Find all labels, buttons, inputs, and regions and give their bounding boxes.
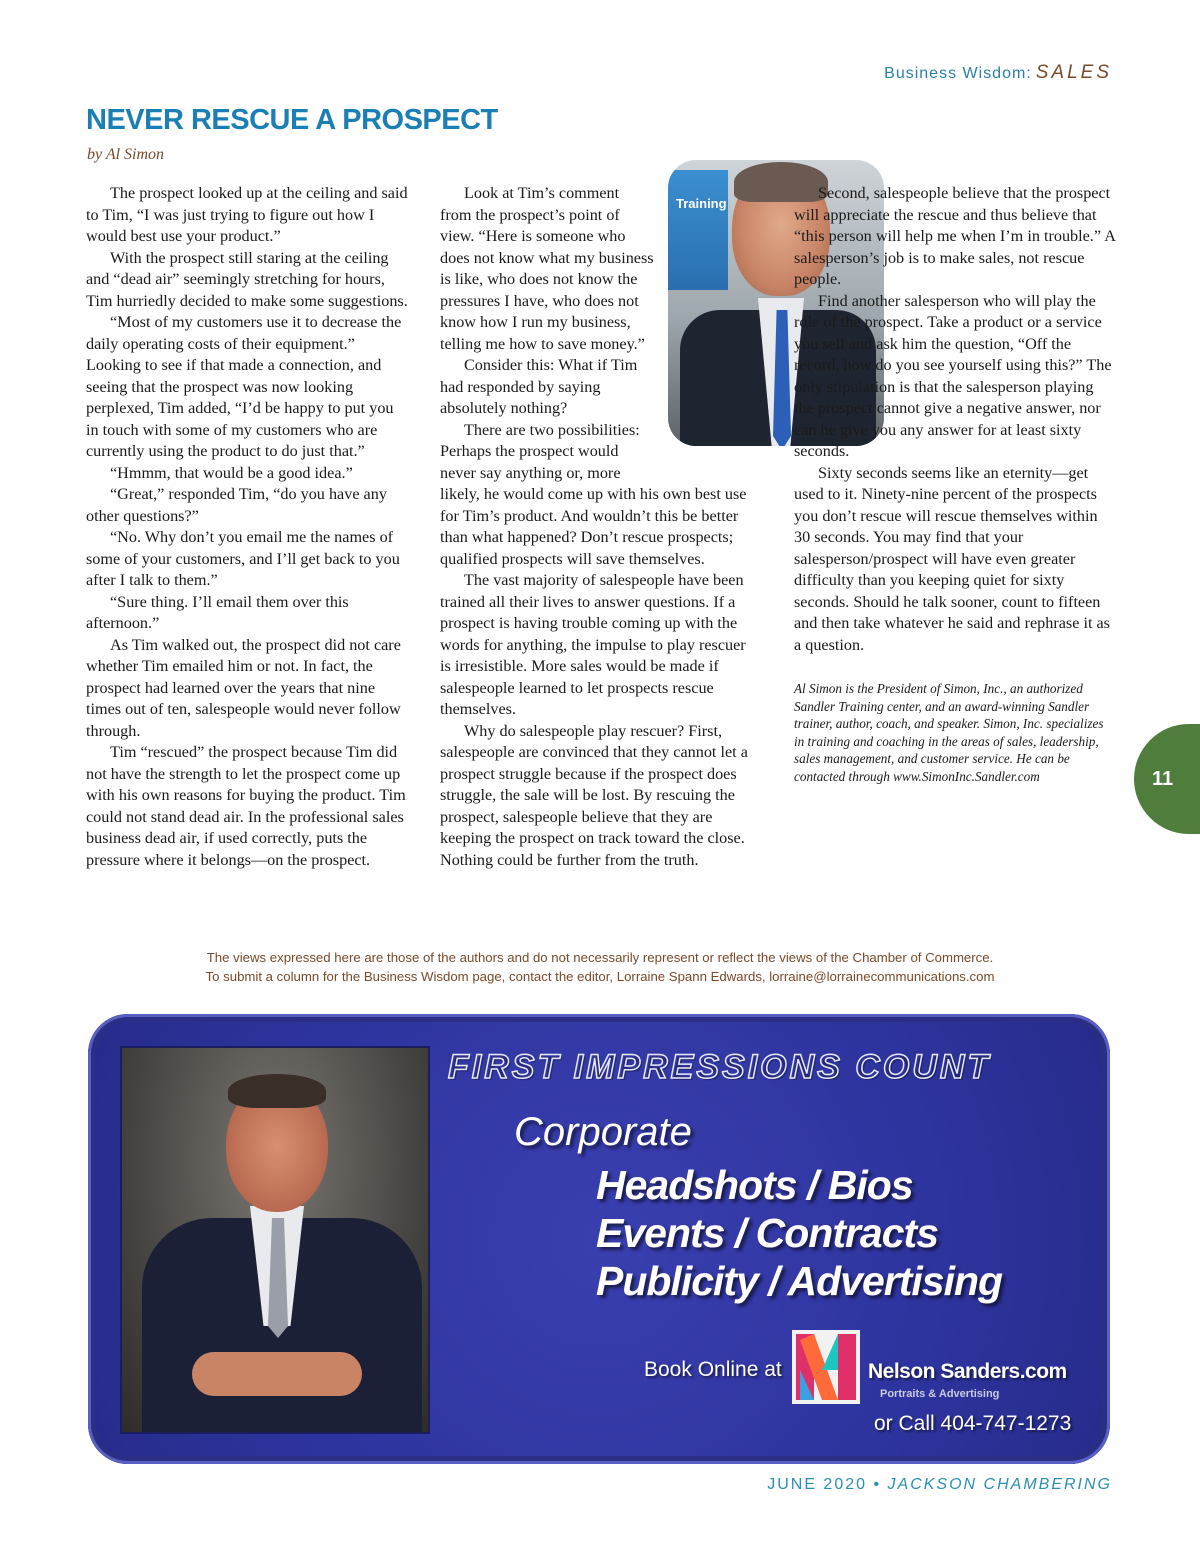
paragraph: Tim “rescued” the prospect because Tim did not have the strength to let the prospect come up with his own reasons for buying the product. Tim could not stand dead air. In the professional sales business dead air, if used correctly, puts the pressure where it belongs—on the prospect. <box>86 743 406 869</box>
paragraph: There are two possibilities: Perhaps the prospect would never say anything or, more likely, he would come up with his own best use for Tim’s product. And wouldn’t this be better than what happened? Don’t rescue prospects; qualified prospects will save themselves. <box>440 420 747 568</box>
disclaimer <box>0 948 1200 986</box>
footer-date: JUNE 2020 • <box>767 1476 882 1493</box>
ad-photo-hair <box>228 1074 326 1108</box>
advertisement <box>88 1014 1110 1464</box>
ad-service-line: Publicity / Advertising <box>596 1258 1003 1304</box>
author-bio <box>794 680 1116 786</box>
disclaimer-line: To submit a column for the Business Wisdom page, contact the editor, Lorraine Spann Edwards, lorraine@lorrainecommunications.com <box>205 969 995 984</box>
article-byline: by Al Simon <box>87 146 165 163</box>
ad-corporate: Corporate <box>514 1110 692 1154</box>
ad-headline: FIRST IMPRESSIONS COUNT <box>448 1048 992 1086</box>
paragraph: Find another salesperson who will play the role of the prospect. Take a product or a service you sell and ask him the question, “Off the record, how do you see yourself using this?” The only stipulation is that the salesperson playing the prospect cannot give a negative answer, nor can he give you any answer for at least sixty seconds. <box>794 291 1112 460</box>
paragraph: Second, salespeople believe that the prospect will appreciate the rescue and thus believe that “this person will help me when I’m in trouble.” A salesperson’s job is to make sales, not rescue people. <box>794 184 1115 288</box>
page-number: 11 <box>1134 724 1200 834</box>
photo-sign-text: Training <box>676 196 727 211</box>
page-footer <box>767 1476 1112 1494</box>
ad-brand-tagline: Portraits & Advertising <box>880 1388 1000 1400</box>
ad-service-line: Events / Contracts <box>596 1210 938 1256</box>
disclaimer-line: The views expressed here are those of the authors and do not necessarily represent or reflect the views of the Chamber of Commerce. <box>206 950 994 965</box>
section-name: Business Wisdom: <box>884 65 1032 82</box>
paragraph: The prospect looked up at the ceiling and said to Tim, “I was just trying to figure out how I would best use your product.” <box>86 184 408 245</box>
paragraph: “Hmmm, that would be a good idea.” <box>110 463 353 482</box>
paragraph: The vast majority of salespeople have been trained all their lives to answer questions. If a prospect is having trouble coming up with the words for anything, the impulse to play rescuer is irresistible. More sales would be made if salespeople learned to let prospects rescue themselves. <box>440 571 746 718</box>
ad-photo-hands <box>192 1352 362 1396</box>
ad-book-online: Book Online at <box>644 1358 782 1381</box>
paragraph: Consider this: What if Tim had responded by saying absolutely nothing? <box>440 356 638 417</box>
paragraph: Sixty seconds seems like an eternity—get used to it. Ninety-nine percent of the prospects you don’t rescue will rescue themselves within 30 seconds. You may find that your salesperson/prospect will have even greater difficulty than you keeping quiet for sixty seconds. Should he talk sooner, count to fifteen and then take whatever he said and rephrase it as a question. <box>794 463 1110 654</box>
article-column-3 <box>794 183 1116 786</box>
paragraph: As Tim walked out, the prospect did not care whether Tim emailed him or not. In fact, the prospect had learned over the years that nine times out of ten, salespeople would never follow through. <box>86 635 401 740</box>
nelson-sanders-logo-icon <box>792 1330 860 1404</box>
paragraph: “No. Why don’t you email me the names of some of your customers, and I’ll get back to you after I talk to them.” <box>86 528 400 589</box>
article-title: NEVER RESCUE A PROSPECT <box>86 104 498 136</box>
paragraph: With the prospect still staring at the ceiling and “dead air” seemingly stretching for hours, Tim hurriedly decided to make some suggestions. <box>86 248 408 310</box>
ad-brand-name: Nelson Sanders.com <box>868 1360 1067 1383</box>
ad-service-line: Headshots / Bios <box>596 1162 913 1208</box>
paragraph: “Great,” responded Tim, “do you have any other questions?” <box>86 485 387 525</box>
ad-phone: or Call 404-747-1273 <box>874 1412 1072 1435</box>
footer-publication: JACKSON CHAMBERING <box>887 1476 1112 1493</box>
photo-spacer <box>664 183 770 475</box>
paragraph: “Most of my customers use it to decrease the daily operating costs of their equipment.” Looking to see if that made a connection, and seeing that the prospect was now looking perplexed, Tim added, “I’d be happy to put you in touch with some of my customers who are currently using the product to do just that.” <box>86 313 402 460</box>
paragraph: Why do salespeople play rescuer? First, salespeople are convinced that they cannot let a prospect struggle because if the prospect does struggle, the sale will be lost. By rescuing the prospect, salespeople believe that they are keeping the prospect on track toward the close. Nothing could be further from the truth. <box>440 721 748 869</box>
article-column-1 <box>86 183 408 871</box>
bio-text: Al Simon is the President of Simon, Inc., an authorized Sandler Training center, and an award-winning Sandler trainer, author, coach, and speaker. Simon, Inc. specializes in training and coaching in the areas of sales, leadership, sales management, and customer service. He can be contacted through www.SimonInc.Sandler.com <box>794 681 1104 784</box>
paragraph: “Sure thing. I’ll email them over this afternoon.” <box>86 592 349 632</box>
section-label <box>884 62 1112 84</box>
ad-portrait-photo <box>120 1046 430 1434</box>
section-subname: SALES <box>1035 62 1112 83</box>
paragraph: Look at Tim’s comment from the prospect’s point of view. “Here is someone who does not know what my business is like, who does not know the pressures I have, who does not know how I run my business, telling me how to save money.” <box>440 184 654 353</box>
